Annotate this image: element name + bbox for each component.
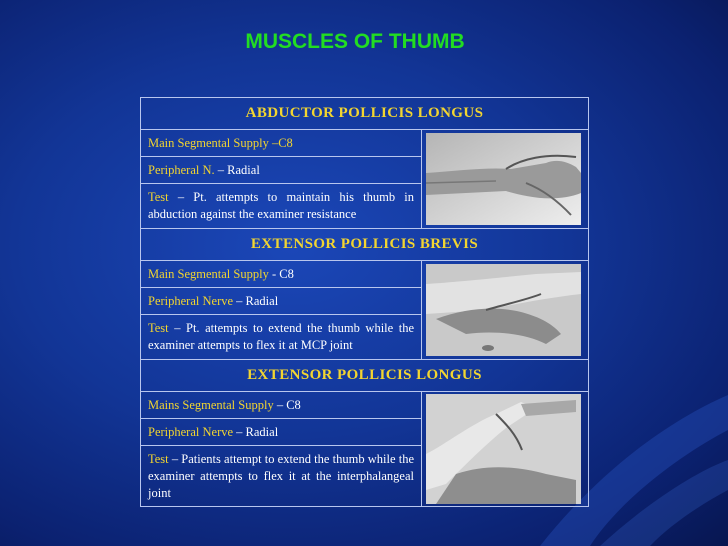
row-label: Peripheral Nerve <box>148 424 234 439</box>
row-text: – Radial <box>214 162 260 177</box>
row-label: Test <box>148 321 169 335</box>
row-text: – Pt. attempts to maintain his thumb in abduction against the examiner resistance <box>148 190 414 221</box>
row-text: – Pt. attempts to extend the thumb while the examiner attempts to flex it at MCP joint <box>148 321 414 352</box>
row-label: Main Segmental Supply <box>148 266 269 281</box>
row-text: – Patients attempt to extend the thumb while the examiner attempts to flex it at the interphalangeal joint <box>148 451 414 500</box>
table-row <box>141 419 422 446</box>
row-text: – Radial <box>233 293 279 308</box>
row-label: Test <box>148 451 169 466</box>
hand-abduction-photo <box>426 133 581 225</box>
section-header-abductor-pollicis-longus: ABDUCTOR POLLICIS LONGUS <box>141 98 589 130</box>
table-row <box>141 446 422 507</box>
table-row <box>141 315 422 360</box>
table-row <box>141 130 422 157</box>
hand-extension-mcp-photo <box>426 264 581 356</box>
image-cell <box>422 261 589 360</box>
row-label: Peripheral N. <box>148 162 215 177</box>
table-row <box>141 392 422 419</box>
table-row <box>141 288 422 315</box>
row-label: Mains Segmental Supply <box>148 397 274 412</box>
row-text: –C8 <box>268 135 293 150</box>
row-label: Peripheral Nerve <box>148 293 234 308</box>
row-label: Main Segmental Supply <box>148 135 269 150</box>
section-header-extensor-pollicis-longus: EXTENSOR POLLICIS LONGUS <box>141 360 589 392</box>
table-row <box>141 184 422 229</box>
row-label: Test <box>148 190 169 204</box>
slide-title: MUSCLES OF THUMB <box>245 30 465 53</box>
table-row <box>141 261 422 288</box>
image-cell <box>422 392 589 507</box>
table-row <box>141 157 422 184</box>
row-text: – Radial <box>233 424 279 439</box>
muscle-table <box>140 97 589 507</box>
hand-extension-ip-photo <box>426 394 581 504</box>
row-text: - C8 <box>268 266 294 281</box>
image-cell <box>422 130 589 229</box>
section-header-extensor-pollicis-brevis: EXTENSOR POLLICIS BREVIS <box>141 229 589 261</box>
row-text: – C8 <box>273 397 301 412</box>
